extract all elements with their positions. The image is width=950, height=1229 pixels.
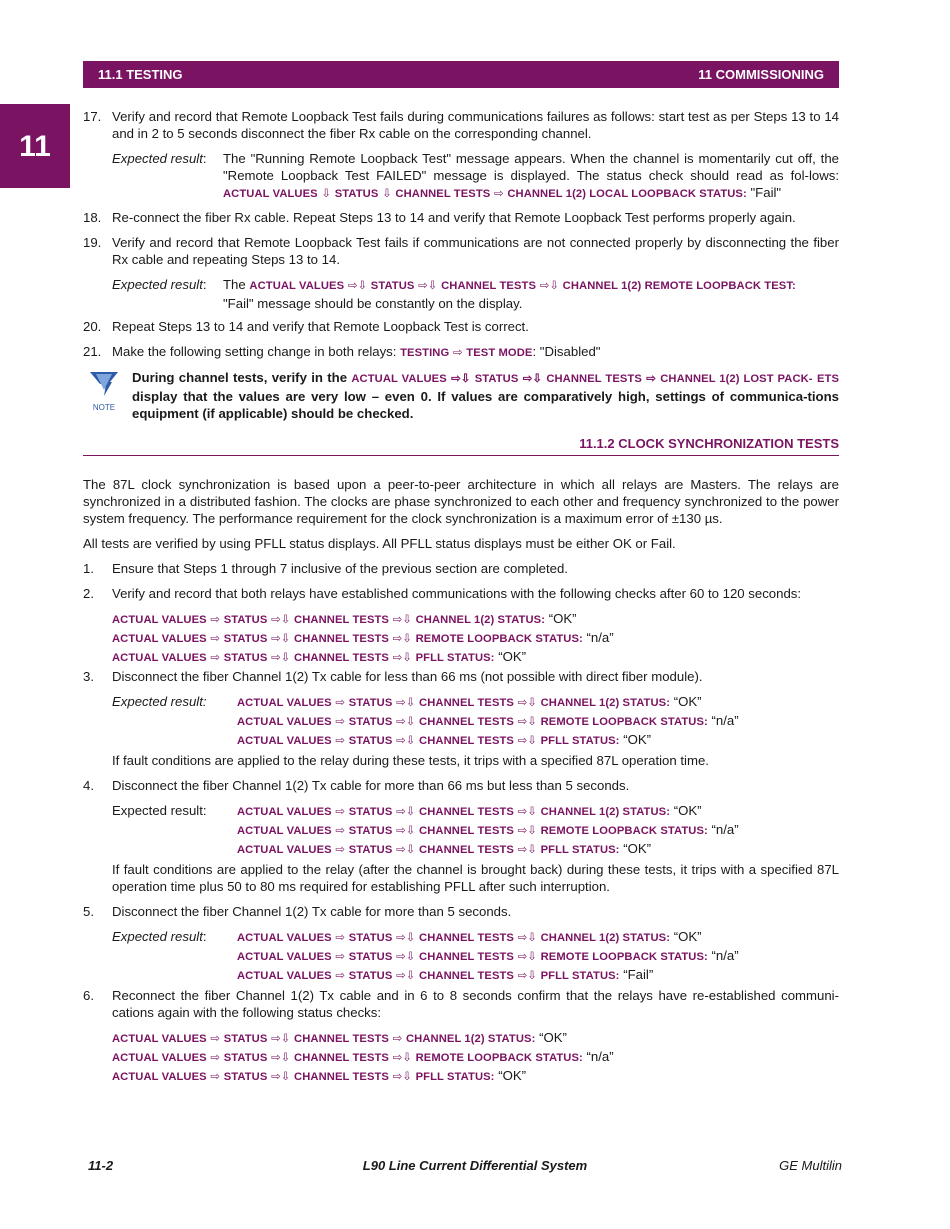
clock-step-3-expected <box>112 693 839 750</box>
expected-label: Expected result: <box>112 929 207 944</box>
intro-paragraph-2: All tests are verified by using PFLL status displays. All PFLL status displays must be either OK or Fail. <box>83 536 676 551</box>
status-check-line: ACTUAL VALUES ⇨ STATUS ⇨⇩ CHANNEL TESTS ⇨⇩ CHANNEL 1(2) STATUS: “OK” <box>112 611 577 626</box>
clock-step-4-note: If fault conditions are applied to the relay (after the channel is brought back) during these tests, it trips with a specified 87L operation time plus 50 to 80 ms required for establishing PFLL after such interruption. <box>112 862 839 894</box>
header-right: 11 COMMISSIONING <box>698 67 824 82</box>
step-text: Verify and record that Remote Loopback Test fails if communications are not connected properly by disconnecting the fiber Rx cable and repeating Steps 13 to 14. <box>112 235 839 267</box>
footer-company: GE Multilin <box>779 1158 842 1173</box>
step-number: 20. <box>83 319 102 334</box>
step-17-expected <box>112 150 839 203</box>
status-check-line: ACTUAL VALUES ⇨ STATUS ⇨⇩ CHANNEL TESTS ⇨⇩ PFLL STATUS: “OK” <box>112 1068 527 1083</box>
expected-label: Expected result: <box>112 277 207 292</box>
step-text: Disconnect the fiber Channel 1(2) Tx cable for more than 5 seconds. <box>112 904 512 919</box>
expected-label: Expected result: <box>112 803 207 818</box>
expected-body: ACTUAL VALUES ⇨ STATUS ⇨⇩ CHANNEL TESTS ⇨⇩ CHANNEL 1(2) STATUS: “OK” ACTUAL VALUES ⇨ STATUS ⇨⇩ CHANNEL TESTS ⇨⇩ REMOTE LOOPBACK STATUS: “n/a” ACTUAL VALUES ⇨ STATUS ⇨⇩ CHANNEL TESTS ⇨⇩ PFLL STATUS: “Fail” <box>237 929 739 982</box>
step-text: Repeat Steps 13 to 14 and verify that Remote Loopback Test is correct. <box>112 319 529 334</box>
arrow-icon: ⇩ <box>321 188 332 200</box>
expected-body: The ACTUAL VALUES ⇨⇩ STATUS ⇨⇩ CHANNEL TESTS ⇨⇩ CHANNEL 1(2) REMOTE LOOPBACK TEST: "Fail" message should be constantly on the display. <box>223 277 796 311</box>
menu-actual-values: ACTUAL VALUES <box>223 188 318 200</box>
step-number: 17. <box>83 109 102 124</box>
step-19-expected <box>112 276 839 312</box>
arrow-icon: ⇩ <box>382 188 392 200</box>
expected-body: The "Running Remote Loopback Test" message appears. When the channel is momentarily cut off, the "Remote Loopback Test FAILED" message is displayed. The status check should read as fol-lows: ACTUAL VALUES ⇩ STATUS ⇩ CHANNEL TESTS ⇨ CHANNEL 1(2) LOCAL LOOPBACK STATUS: "Fail" <box>223 151 839 200</box>
status-check-list <box>112 1029 614 1086</box>
step-17 <box>83 108 839 142</box>
clock-step-1 <box>83 560 839 577</box>
note-icon <box>86 370 122 414</box>
step-text: Disconnect the fiber Channel 1(2) Tx cable for less than 66 ms (not possible with direct fiber module). <box>112 669 703 684</box>
clock-step-4 <box>83 777 839 794</box>
header-left: 11.1 TESTING <box>98 67 183 82</box>
clock-step-4-expected <box>112 802 839 859</box>
status-check-list <box>112 610 614 667</box>
intro-paragraph: The 87L clock synchronization is based upon a peer-to-peer architecture in which all relays are Masters. The relays are synchronized in a distributed fashion. The clocks are phase synchronized to each other and frequency synchronized to the power system frequency. The performance requirement for the clock synchronization is a maximum error of ±130 µs. <box>83 477 839 526</box>
clock-step-3-note: If fault conditions are applied to the relay during these tests, it trips with a specified 87L operation time. <box>112 753 709 768</box>
status-check-line: ACTUAL VALUES ⇨ STATUS ⇨⇩ CHANNEL TESTS ⇨⇩ PFLL STATUS: “OK” <box>112 649 527 664</box>
step-number: 6. <box>83 988 94 1003</box>
clock-step-5-expected <box>112 928 839 985</box>
arrow-icon: ⇨⇩ <box>539 280 559 292</box>
section-divider <box>83 455 839 456</box>
step-number: 1. <box>83 561 94 576</box>
arrow-icon: ⇨ <box>494 188 504 200</box>
step-text: Reconnect the fiber Channel 1(2) Tx cable and in 6 to 8 seconds confirm that the relays have re-established communi-cations again with the following status checks: <box>112 988 839 1020</box>
footer-title: L90 Line Current Differential System <box>362 1158 588 1173</box>
step-text: Make the following setting change in both relays: TESTING ⇨ TEST MODE: "Disabled" <box>112 344 601 359</box>
step-number: 18. <box>83 210 102 225</box>
step-number: 4. <box>83 778 94 793</box>
step-18 <box>83 209 839 226</box>
note-text: During channel tests, verify in the ACTUAL VALUES ⇨⇩ STATUS ⇨⇩ CHANNEL TESTS ⇨ CHANNEL 1(2) LOST PACK- ETS display that the values are very low – even 0. If values are comparatively high, settings of communica-tions equipment (if applicable) should be checked. <box>132 370 840 421</box>
step-20 <box>83 318 839 335</box>
arrow-icon: ⇨ <box>646 373 656 385</box>
svg-text:NOTE: NOTE <box>92 403 116 412</box>
section-title: 11.1.2 CLOCK SYNCHRONIZATION TESTS <box>579 436 839 451</box>
chapter-tab: 11 <box>0 104 70 188</box>
clock-step-3 <box>83 668 839 685</box>
step-number: 2. <box>83 586 94 601</box>
clock-step-2 <box>83 585 839 602</box>
step-number: 21. <box>83 344 102 359</box>
page-number: 11-2 <box>88 1158 114 1173</box>
status-check-line: ACTUAL VALUES ⇨ STATUS ⇨⇩ CHANNEL TESTS ⇨⇩ REMOTE LOOPBACK STATUS: “n/a” <box>112 1049 614 1064</box>
section-header-bar <box>83 61 839 88</box>
arrow-icon: ⇨⇩ <box>451 373 471 385</box>
clock-step-5 <box>83 903 839 920</box>
step-text: Ensure that Steps 1 through 7 inclusive of the previous section are completed. <box>112 561 568 576</box>
arrow-icon: ⇨⇩ <box>347 280 368 292</box>
step-number: 5. <box>83 904 94 919</box>
expected-label: Expected result: <box>112 694 207 709</box>
status-check-line: ACTUAL VALUES ⇨ STATUS ⇨⇩ CHANNEL TESTS ⇨⇩ REMOTE LOOPBACK STATUS: “n/a” <box>112 630 614 645</box>
expected-body: ACTUAL VALUES ⇨ STATUS ⇨⇩ CHANNEL TESTS ⇨⇩ CHANNEL 1(2) STATUS: “OK” ACTUAL VALUES ⇨ STATUS ⇨⇩ CHANNEL TESTS ⇨⇩ REMOTE LOOPBACK STATUS: “n/a” ACTUAL VALUES ⇨ STATUS ⇨⇩ CHANNEL TESTS ⇨⇩ PFLL STATUS: “OK” <box>237 803 739 856</box>
step-text: Disconnect the fiber Channel 1(2) Tx cable for more than 66 ms but less than 5 seconds. <box>112 778 630 793</box>
step-text: Verify and record that Remote Loopback Test fails during communications failures as follows: start test as per Steps 13 to 14 and in 2 to 5 seconds disconnect the fiber Rx cable on the corresponding channel. <box>112 109 839 141</box>
clock-step-6 <box>83 987 839 1021</box>
step-19 <box>83 234 839 268</box>
arrow-icon: ⇨ <box>452 347 463 359</box>
expected-body: ACTUAL VALUES ⇨ STATUS ⇨⇩ CHANNEL TESTS ⇨⇩ CHANNEL 1(2) STATUS: “OK” ACTUAL VALUES ⇨ STATUS ⇨⇩ CHANNEL TESTS ⇨⇩ REMOTE LOOPBACK STATUS: “n/a” ACTUAL VALUES ⇨ STATUS ⇨⇩ CHANNEL TESTS ⇨⇩ PFLL STATUS: “OK” <box>237 694 739 747</box>
step-text: Re-connect the fiber Rx cable. Repeat Steps 13 to 14 and verify that Remote Loopback Test performs properly again. <box>112 210 796 225</box>
step-number: 19. <box>83 235 102 250</box>
step-text: Verify and record that both relays have established communications with the following checks after 60 to 120 seconds: <box>112 586 802 601</box>
expected-label: Expected result: <box>112 151 207 166</box>
status-check-line: ACTUAL VALUES ⇨ STATUS ⇨⇩ CHANNEL TESTS ⇨ CHANNEL 1(2) STATUS: “OK” <box>112 1030 567 1045</box>
arrow-icon: ⇨⇩ <box>418 280 438 292</box>
arrow-icon: ⇨⇩ <box>522 373 542 385</box>
step-number: 3. <box>83 669 94 684</box>
step-21 <box>83 343 839 362</box>
